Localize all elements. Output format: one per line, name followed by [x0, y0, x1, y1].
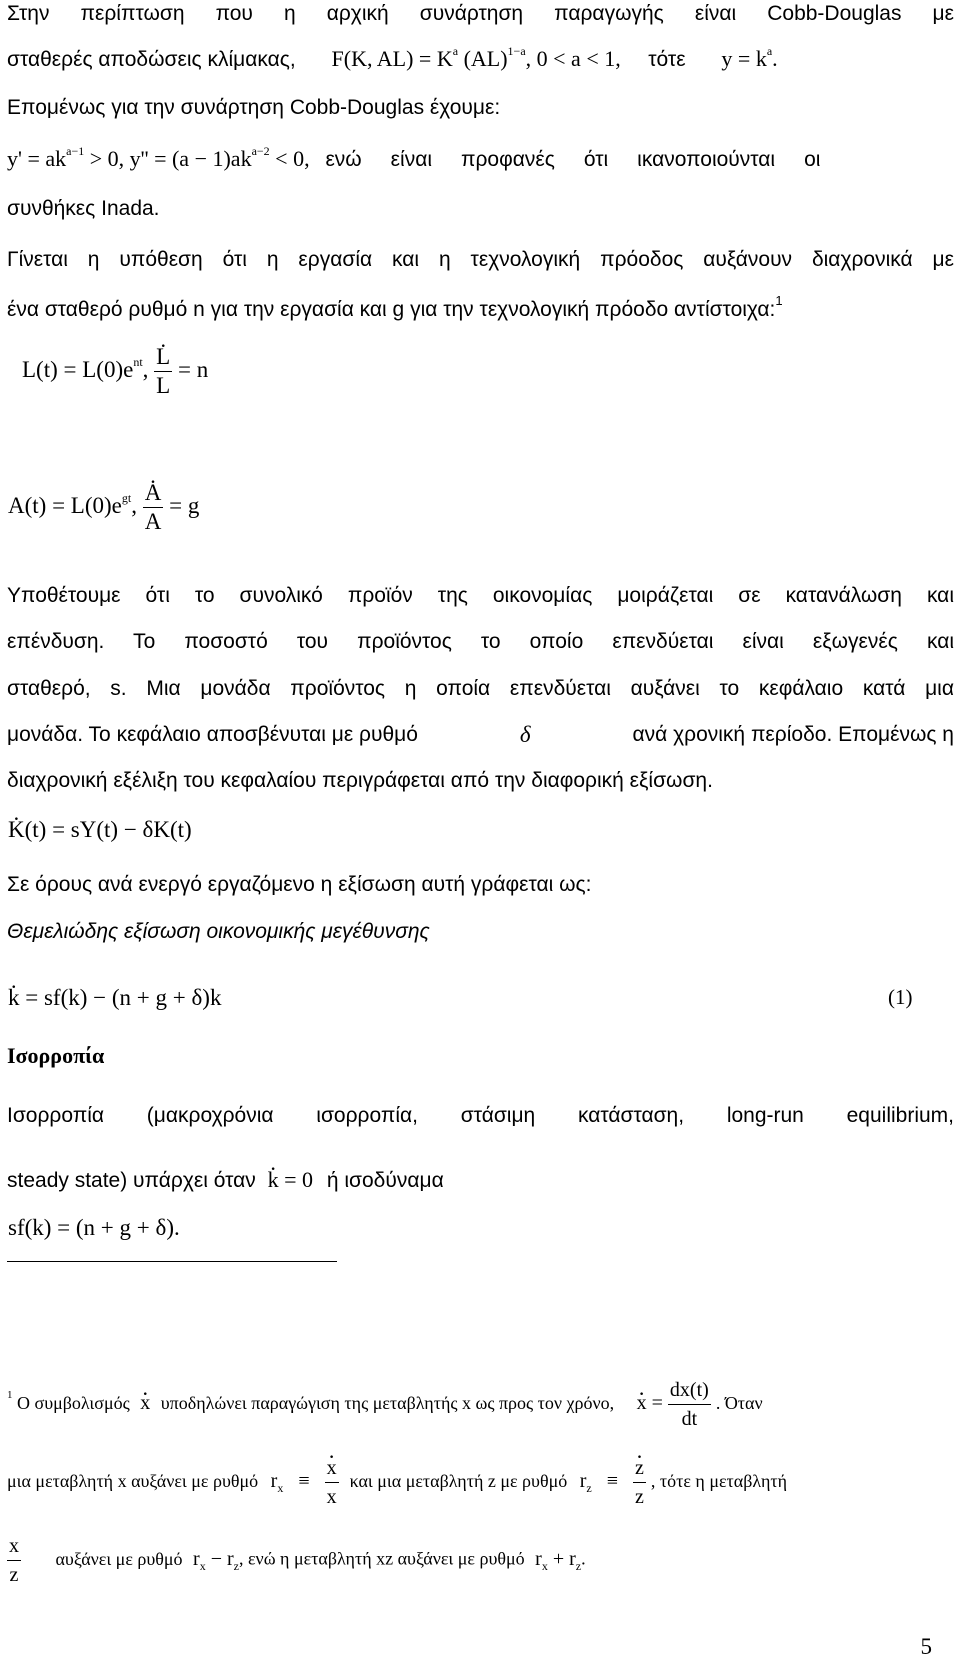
p3-line3: σταθερό, s. Μια μονάδα προϊόντος η οποία επενδύεται αυξάνει το κεφάλαιο κατά μια — [7, 677, 954, 700]
p5-line1: Ισορροπία (μακροχρόνια ισορροπία, στάσιμη κατάσταση, long-run equilibrium, — [7, 1104, 954, 1127]
p2-line2: ένα σταθερό ρυθμό n για την εργασία και g για την τεχνολογική πρόοδο αντίστοιχα:$^1$ — [7, 293, 783, 321]
footnote-ref: 1 — [775, 293, 783, 308]
cobb-douglas-eq: F(K, $AL) = K^a$ (AL)$^{1-a}$, 0 < a < 1, — [331, 44, 621, 71]
labor-growth-eq: $L(t) = L(0)e^{nt}$, . $\frac{L}{L}$ = n — [22, 343, 208, 400]
ratio-growth-rate: $r_x - r_z$ — [193, 1547, 239, 1573]
p1-line2-text: σταθερές αποδώσεις κλίμακας, — [7, 48, 296, 71]
technology-growth-fraction: . $\frac{A}{A}$ — [143, 479, 164, 536]
derivative-eq: $y' = ak^{a-1} > 0$, $y'' = (a - 1)ak^{a-2} < 0$, — [7, 144, 310, 171]
p4-line2: Θεμελιώδης εξίσωση οικονομικής μεγέθυνσης — [7, 920, 430, 943]
technology-growth-eq: $A(t) = L(0)e^{gt}$, . $\frac{A}{A}$ = g — [8, 479, 199, 536]
capital-accumulation-eq: . K(t) = sY(t) − δK(t) — [8, 817, 192, 843]
p1-line1: Στην περίπτωση που η αρχική συνάρτηση παραγωγής είναι Cobb-Douglas με — [7, 2, 954, 25]
p3-line2: επένδυση. Το ποσοστό του προϊόντος το οποίο επενδύεται είναι εξωγενές και — [7, 630, 954, 653]
p1-line4 — [7, 144, 821, 172]
steady-state-eq: sf(k) = (n + g + δ). — [8, 1215, 180, 1240]
intensive-form-eq: $y = k^a$. — [721, 44, 778, 71]
p1-line4-text: ενώ είναι προφανές ότι ικανοποιούνται οι — [325, 148, 821, 171]
p2-line1: Γίνεται η υπόθεση ότι η εργασία και η τεχνολογική πρόοδος αυξάνουν διαχρονικά με — [7, 248, 954, 271]
p1-line5: συνθήκες Inada. — [7, 197, 160, 220]
fundamental-growth-eq: . k = sf(k) − (n + g + δ)k — [8, 985, 221, 1011]
footnote-line1: $^1$ Ο συμβολισμός . x υποδηλώνει παραγώγιση της μεταβλητής x ως προς τον χρόνο, . x = $\frac{dx(t)}{dt}$ . Όταν — [7, 1376, 954, 1433]
section-heading: Ισορροπία — [7, 1043, 105, 1068]
equation-number: (1) — [888, 985, 913, 1009]
p1-line3: Επομένως για την συνάρτηση Cobb-Douglas έχουμε: — [7, 96, 501, 119]
page-number: 5 — [920, 1634, 932, 1659]
ratio-fraction: $\frac{x}{z}$ — [7, 1532, 21, 1589]
delta-symbol: δ — [519, 722, 531, 747]
p5-line2: steady state) υπάρχει όταν . k = 0 ή ισοδύναμα — [7, 1168, 444, 1193]
footnote-line2: μια μεταβλητή x αυξάνει με ρυθμό $r_x$ ≡ . $\frac{x}{x}$ και μια μεταβλητή z με ρυθμό $r_z$ ≡ . $\frac{z}{z}$ , τότε η μεταβλητή — [7, 1454, 954, 1511]
tote-word: τότε — [648, 48, 686, 71]
p3-line4: μονάδα. Το κεφάλαιο αποσβένυται με ρυθμό δ ανά χρονική περίοδο. Επομένως η — [7, 722, 954, 747]
p3-line1: Υποθέτουμε ότι το συνολικό προϊόν της οικονομίας μοιράζεται σε κατανάλωση και — [7, 584, 954, 607]
footnote-number: 1 — [7, 1389, 13, 1402]
growth-rate-z-def: $r_z$ ≡ . $\frac{z}{z}$ — [580, 1470, 651, 1492]
p4-line1: Σε όρους ανά ενεργό εργαζόμενο η εξίσωση αυτή γράφεται ως: — [7, 873, 592, 896]
footnote-separator — [7, 1261, 337, 1262]
steady-state-condition: . k = 0 — [268, 1167, 313, 1192]
p1-line2 — [7, 44, 954, 72]
growth-rate-x-def: $r_x$ ≡ . $\frac{x}{x}$ — [271, 1470, 344, 1492]
p3-line5: διαχρονική εξέλιξη του κεφαλαίου περιγράφεται από την διαφορική εξίσωση. — [7, 769, 713, 792]
footnote-derivative-def: . x = $\frac{dx(t)}{dt}$ — [637, 1392, 716, 1414]
product-growth-rate: $r_x + r_z$ — [535, 1547, 582, 1573]
footnote-line3: $\frac{x}{z}$ αυξάνει με ρυθμό $r_x - r_z$, ενώ η μεταβλητή xz αυξάνει με ρυθμό $r_x + r_z$. — [7, 1532, 954, 1589]
labor-growth-fraction: . $\frac{L}{L}$ — [154, 343, 172, 400]
